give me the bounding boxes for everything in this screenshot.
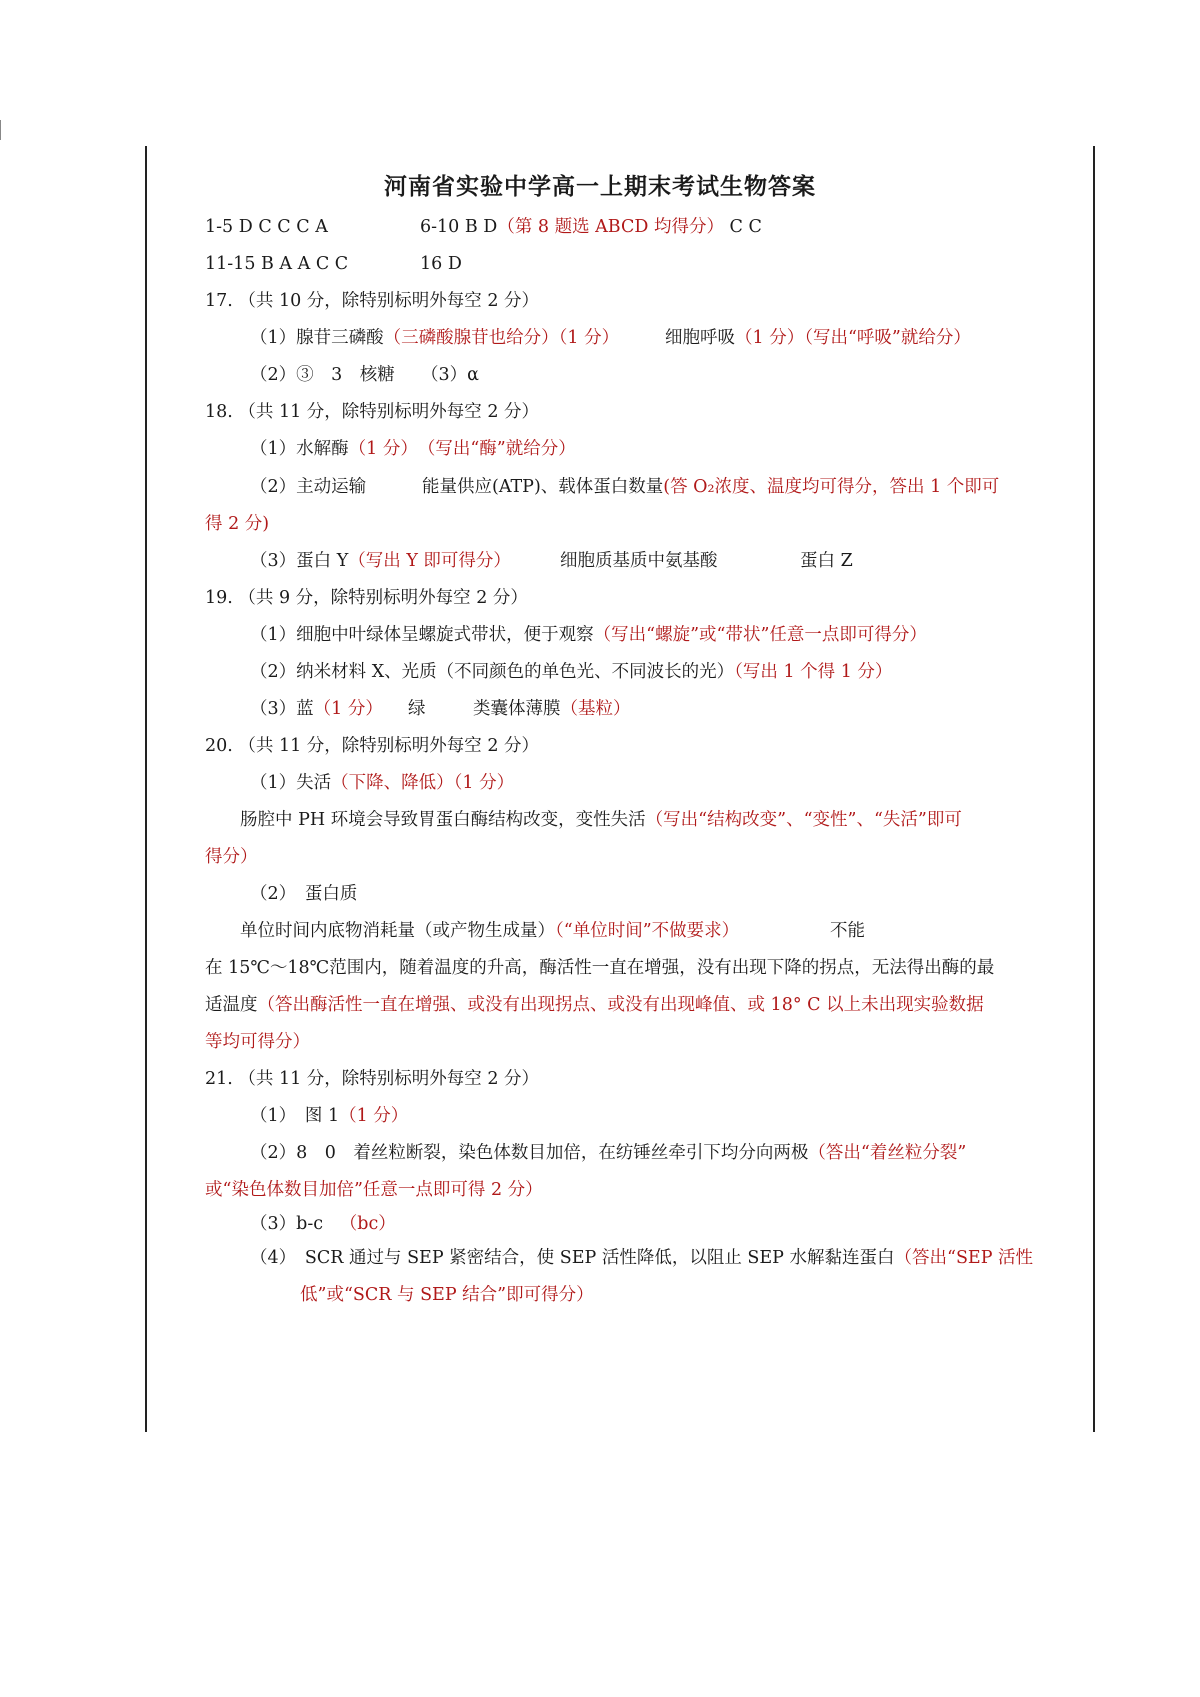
q19-line-3c bbox=[473, 698, 631, 720]
q21-note-2: （答出“着丝粒分裂” bbox=[808, 1143, 967, 1163]
mc-answers-11-15: 11-15 B A A C C bbox=[205, 254, 349, 274]
mc-row-1b bbox=[420, 216, 762, 238]
q18-heading: 18. （共 11 分，除特别标明外每空 2 分） bbox=[205, 402, 540, 422]
q20-note-2: （写出“结构改变”、“变性”、“失活”即可 bbox=[645, 810, 962, 830]
q18-answer-1: （1）水解酶 bbox=[250, 439, 349, 459]
mc-answers-1-5: 1-5 D C C C A bbox=[205, 217, 328, 237]
q17-note-2: （1 分）（写出“呼吸”就给分） bbox=[735, 328, 971, 348]
q21-line-2 bbox=[250, 1142, 966, 1164]
q21-note-1: （1 分） bbox=[339, 1106, 409, 1126]
q18-note-3: （写出 Y 即可得分） bbox=[348, 551, 511, 571]
q18-note-2-cont: 得 2 分) bbox=[205, 514, 270, 534]
q19-answer-3: （3）蓝 bbox=[250, 699, 314, 719]
mc-row-1 bbox=[205, 216, 328, 238]
q20-note-4-cont: 等均可得分） bbox=[205, 1032, 310, 1052]
q18-line-2b bbox=[422, 476, 999, 498]
q19-note-3: （1 分） bbox=[313, 699, 383, 719]
page-title: 河南省实验中学高一上期末考试生物答案 bbox=[384, 173, 816, 200]
q20-answer-5: 适温度 bbox=[205, 995, 258, 1015]
q19-answer-2: （2）纳米材料 X、光质（不同颜色的单色光、不同波长的光） bbox=[250, 662, 735, 682]
mc-row-2 bbox=[205, 253, 348, 275]
q20-answer-4: 单位时间内底物消耗量（或产物生成量） bbox=[240, 921, 555, 941]
mc-answers-9-10: C C bbox=[723, 217, 762, 237]
q17-answer-1: （1）腺苷三磷酸 bbox=[250, 328, 384, 348]
mc-answer-16: 16 D bbox=[420, 254, 462, 274]
q19-line-3b: 绿 bbox=[408, 699, 426, 719]
q17-line-1b bbox=[665, 327, 971, 349]
q20-note-4: （答出酶活性一直在增强、或没有出现拐点、或没有出现峰值、或 18° C 以上未出现实验数据 bbox=[257, 995, 984, 1015]
q19-line-1 bbox=[250, 624, 927, 646]
q20-heading: 20. （共 11 分，除特别标明外每空 2 分） bbox=[205, 736, 540, 756]
q20-note-3: （“单位时间”不做要求） bbox=[555, 921, 740, 941]
q20-answer-1: （1）失活 bbox=[250, 773, 332, 793]
q20-line-4 bbox=[240, 920, 739, 942]
scan-edge-mark bbox=[0, 120, 1, 140]
q18-note-1: （1 分） （写出“酶”就给分） bbox=[348, 439, 576, 459]
q18-line-3c: 蛋白 Z bbox=[800, 551, 853, 571]
q21-note-4: （答出“SEP 活性 bbox=[894, 1248, 1034, 1268]
q20-line-4b: 不能 bbox=[830, 921, 865, 941]
q18-answer-2: （2）主动运输 bbox=[250, 477, 367, 497]
q21-note-3: （bc） bbox=[339, 1214, 396, 1234]
right-border-line bbox=[1093, 146, 1095, 1432]
q21-line-1 bbox=[250, 1105, 408, 1127]
q19-heading: 19. （共 9 分，除特别标明外每空 2 分） bbox=[205, 588, 528, 608]
q17-line-2: （2）③ 3 核糖 （3）α bbox=[250, 365, 479, 385]
q21-note-4-cont: 低”或“SCR 与 SEP 结合”即可得分） bbox=[300, 1285, 594, 1305]
q20-line-3: （2） 蛋白质 bbox=[250, 884, 358, 904]
q20-line-2 bbox=[240, 809, 962, 831]
left-border-line bbox=[145, 146, 147, 1432]
q20-line-1 bbox=[250, 772, 514, 794]
q21-answer-1: （1） 图 1 bbox=[250, 1106, 340, 1126]
q19-answer-5: 类囊体薄膜 bbox=[473, 699, 561, 719]
q19-answer-1: （1）细胞中叶绿体呈螺旋式带状，便于观察 bbox=[250, 625, 594, 645]
q18-answer-3: 能量供应(ATP)、载体蛋白数量 bbox=[422, 477, 664, 497]
q21-answer-4: （4） SCR 通过与 SEP 紧密结合，使 SEP 活性降低，以阻止 SEP 水解黏连蛋白 bbox=[250, 1248, 895, 1268]
q21-answer-3: （3）b-c bbox=[250, 1214, 324, 1234]
q19-note-2: （写出 1 个得 1 分） bbox=[734, 662, 893, 682]
q19-note-1: （写出“螺旋”或“带状”任意一点即可得分） bbox=[593, 625, 927, 645]
q18-line-2 bbox=[250, 476, 366, 498]
q21-line-3 bbox=[250, 1213, 396, 1235]
mc-row-2b bbox=[420, 253, 462, 275]
q19-line-3 bbox=[250, 698, 383, 720]
q18-line-3 bbox=[250, 550, 511, 572]
q21-heading: 21. （共 11 分，除特别标明外每空 2 分） bbox=[205, 1069, 540, 1089]
q17-line-1 bbox=[250, 327, 619, 349]
q21-answer-2: （2）8 0 着丝粒断裂，染色体数目加倍，在纺锤丝牵引下均分向两极 bbox=[250, 1143, 809, 1163]
q18-answer-4: （3）蛋白 Y bbox=[250, 551, 349, 571]
q20-note-2-cont: 得分） bbox=[205, 847, 258, 867]
q19-note-4: （基粒） bbox=[560, 699, 631, 719]
q21-note-2-cont: 或“染色体数目加倍”任意一点即可得 2 分） bbox=[205, 1180, 543, 1200]
mc-note: （第 8 题选 ABCD 均得分） bbox=[497, 217, 724, 237]
q17-note-1: （三磷酸腺苷也给分）（1 分） bbox=[383, 328, 620, 348]
q17-answer-2: 细胞呼吸 bbox=[665, 328, 735, 348]
q18-line-1 bbox=[250, 438, 576, 460]
q19-line-2 bbox=[250, 661, 892, 683]
q21-line-4 bbox=[250, 1247, 1033, 1269]
q20-line-5: 在 15℃～18℃范围内，随着温度的升高，酶活性一直在增强，没有出现下降的拐点，无法得出酶的最 bbox=[205, 958, 995, 978]
q20-note-1: （下降、降低）（1 分） bbox=[331, 773, 515, 793]
q18-note-2: (答 O₂浓度、温度均可得分，答出 1 个即可 bbox=[663, 477, 1000, 497]
q20-answer-2: 肠腔中 PH 环境会导致胃蛋白酶结构改变，变性失活 bbox=[240, 810, 646, 830]
q17-heading: 17. （共 10 分，除特别标明外每空 2 分） bbox=[205, 291, 540, 311]
mc-answers-6-10: 6-10 B D bbox=[420, 217, 498, 237]
q18-line-3b: 细胞质基质中氨基酸 bbox=[560, 551, 718, 571]
q20-line-6 bbox=[205, 994, 984, 1016]
